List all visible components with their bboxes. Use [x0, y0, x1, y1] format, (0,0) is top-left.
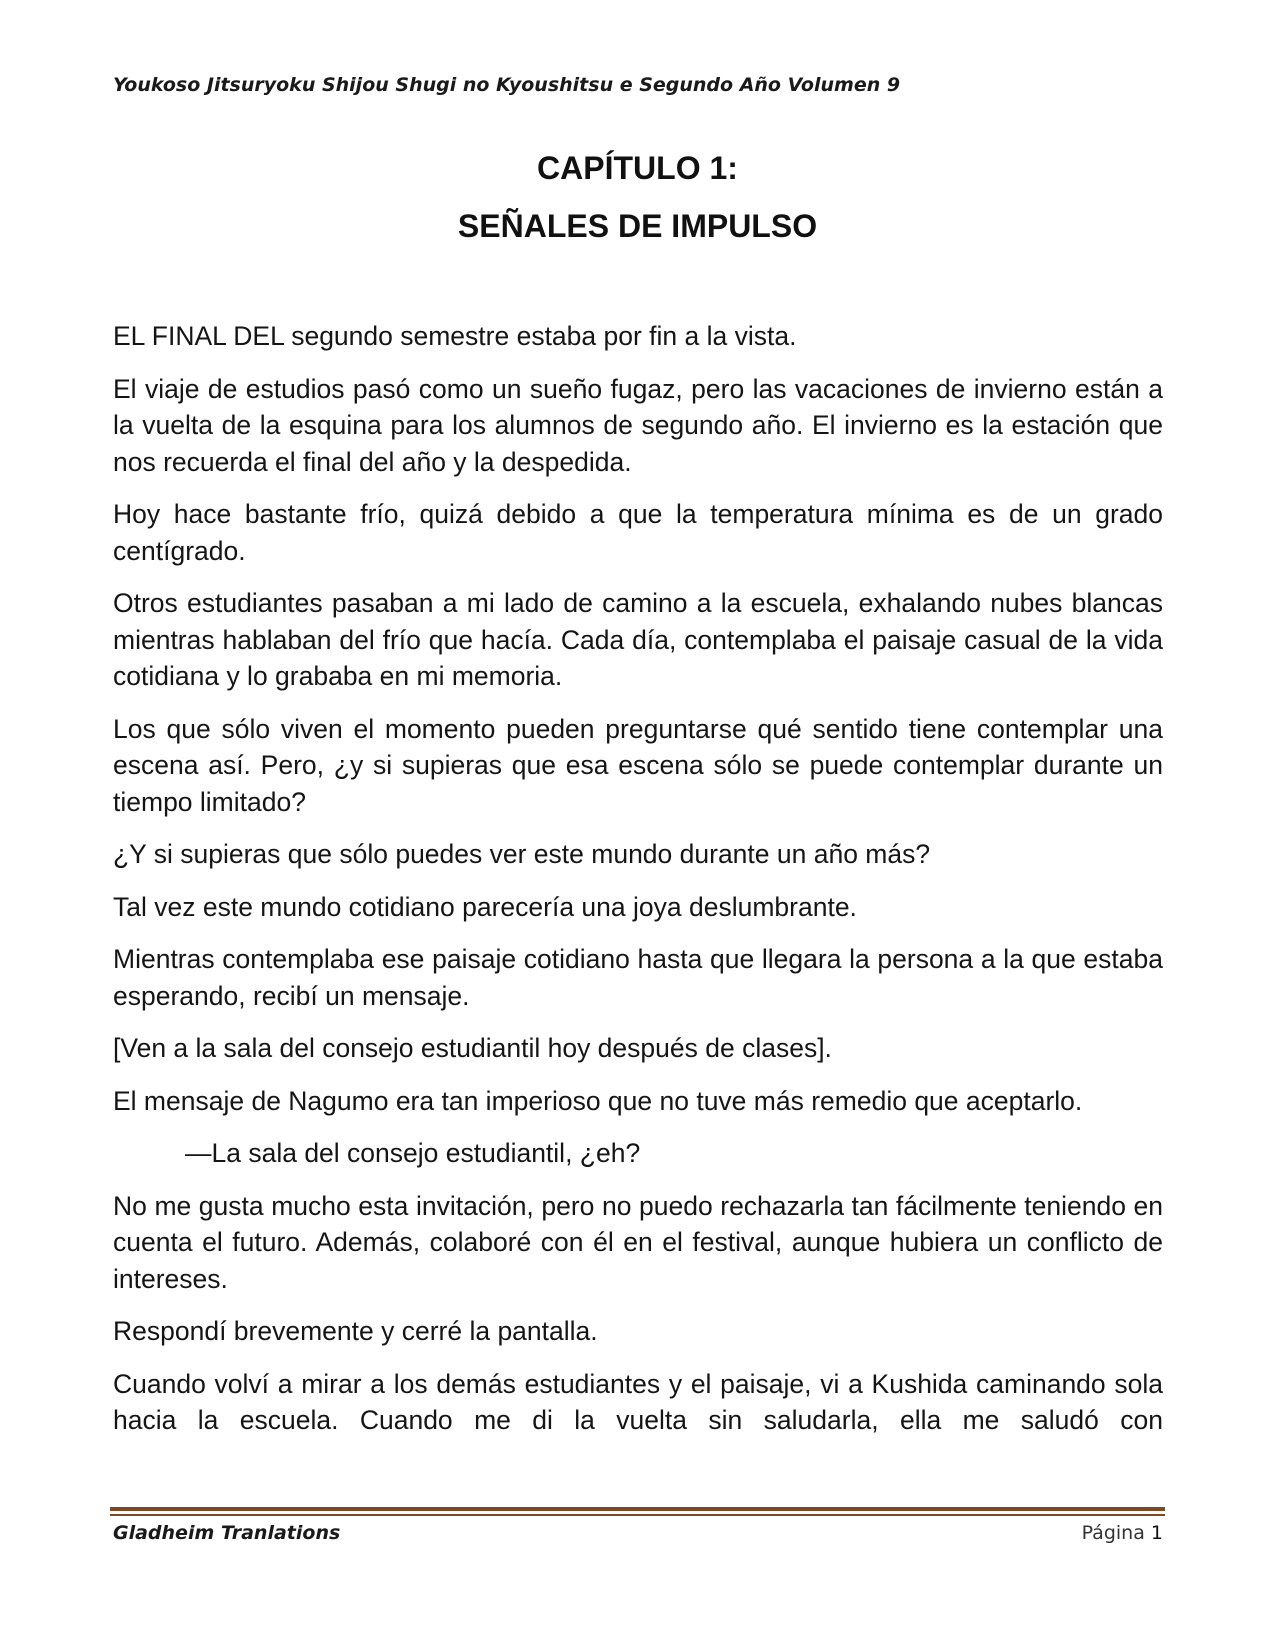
page-label: Página — [1081, 1522, 1145, 1544]
paragraph: Cuando volví a mirar a los demás estudiantes y el paisaje, vi a Kushida caminando sola hacia la escuela. Cuando me di la vuelta sin saludarla, ella me saludó con — [113, 1368, 1163, 1435]
running-header: Youkoso Jitsuryoku Shijou Shugi no Kyoushitsu e Segundo Año Volumen 9 — [113, 74, 901, 96]
paragraph: Los que sólo viven el momento pueden preguntarse qué sentido tiene contemplar una escena así. Pero, ¿y si supieras que esa escena sólo se puede contemplar durante un tiempo limitado? — [113, 713, 1163, 817]
page-number — [1082, 1522, 1163, 1544]
translator-credit: Gladheim Tranlations — [113, 1522, 341, 1544]
paragraph: EL FINAL DEL segundo semestre estaba por fin a la vista. — [113, 321, 797, 351]
chapter-number: CAPÍTULO 1: — [537, 150, 738, 186]
chapter-title: SEÑALES DE IMPULSO — [457, 208, 818, 244]
paragraph: Hoy hace bastante frío, quizá debido a que la temperatura mínima es de un grado centígrado. — [113, 499, 1163, 566]
paragraph: No me gusta mucho esta invitación, pero no puedo rechazarla tan fácilmente teniendo en cuenta el futuro. Además, colaboré con él en el festival, aunque hubiera un conflicto de intereses. — [113, 1190, 1163, 1294]
paragraph: El mensaje de Nagumo era tan imperioso que no tuve más remedio que aceptarlo. — [113, 1085, 1083, 1116]
paragraph: Otros estudiantes pasaban a mi lado de camino a la escuela, exhalando nubes blancas mientras hablaban del frío que hacía. Cada día, contemplaba el paisaje casual de la vida cotidiana y lo grababa en mi memoria. — [113, 588, 1163, 691]
paragraph: Respondí brevemente y cerré la pantalla. — [113, 1316, 598, 1346]
paragraph: Mientras contemplaba ese paisaje cotidiano hasta que llegara la persona a la que estaba esperando, recibí un mensaje. — [113, 944, 1163, 1011]
footer-divider-thin — [110, 1514, 1165, 1516]
dialogue-line: —La sala del consejo estudiantil, ¿eh? — [185, 1138, 641, 1168]
paragraph: Tal vez este mundo cotidiano parecería una joya deslumbrante. — [113, 891, 857, 922]
paragraph: ¿Y si supieras que sólo puedes ver este mundo durante un año más? — [113, 839, 931, 869]
paragraph: El viaje de estudios pasó como un sueño fugaz, pero las vacaciones de invierno están a la vuelta de la esquina para los alumnos de segundo año. El invierno es la estación que nos recuerda el final del año y la despedida. — [113, 373, 1163, 477]
page-number-value: 1 — [1150, 1522, 1163, 1544]
paragraph: [Ven a la sala del consejo estudiantil hoy después de clases]. — [113, 1033, 832, 1063]
chapter-body — [113, 318, 1163, 1455]
footer-divider — [110, 1507, 1165, 1511]
